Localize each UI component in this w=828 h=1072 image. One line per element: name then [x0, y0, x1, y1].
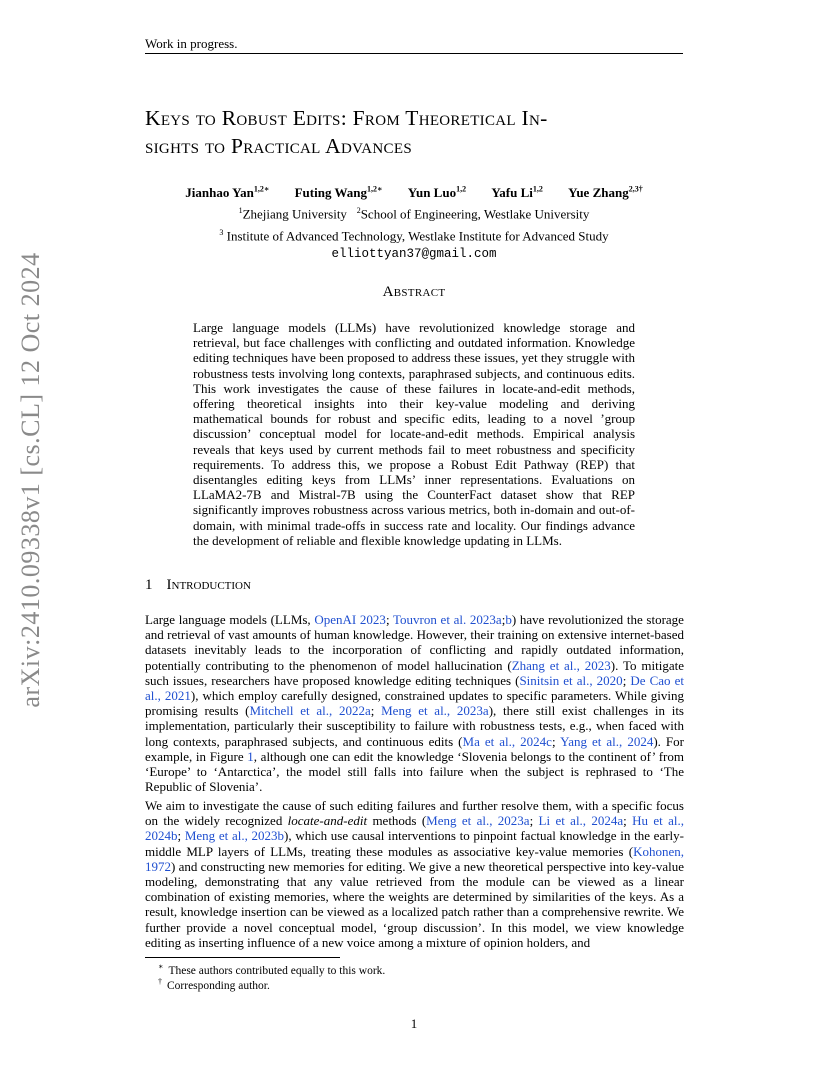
- citation-link[interactable]: Touvron et al. 2023a: [393, 612, 502, 627]
- intro-paragraph-2: We aim to investigate the cause of such editing failures and further resolve them, with a specific focus on the widely recognized locate-and-edit methods (Meng et al., 2023a; Li et al., 2024a; Hu et al., 2024b; Meng et al., 2023b), which use causal interventions to pinpoint factual knowledge in the early-middle MLP layers of LLMs, treating these modules as associative key-value memories (Kohonen, 1972) and constructing new memories for editing. We give a new theoretical perspective into key-value modeling, demonstrating that any value retrieved from the module can be viewed as a linear combination of existing memories, where the weights are determined by similarities of the keys. As a result, knowledge insertion can be viewed as a localized patch rather than a comprehensive rewrite. We further provide a novel conceptual model, ‘group discussion’. In this model, we view knowledge editing as inserting influence of a new voice among a mixture of opinion holders, and: [145, 798, 684, 950]
- footnote-rule: [145, 957, 340, 958]
- author-name: Yun Luo$^{1,2}$: [407, 185, 467, 201]
- arxiv-stamp: [6, 252, 56, 708]
- citation-link[interactable]: Mitchell et al., 2022a: [249, 703, 371, 719]
- citation-link[interactable]: Li et al., 2024a: [538, 813, 624, 829]
- abstract-heading: Abstract: [382, 284, 446, 300]
- citation-link[interactable]: Ma et al., 2024c: [462, 733, 552, 749]
- abstract-text: Large language models (LLMs) have revolutionized knowledge storage and retrieval, but face challenges with conflicting and outdated information. Knowledge editing techniques have been proposed to address these issues, yet they struggle with robustness tests involving long contexts, paraphrased subjects, and continuous edits. This work investigates the cause of these failures in locate-and-edit methods, offering theoretical insights into their key-value modeling and deriving mathematical bounds for robust and specific edits, leading to a novel ’group discussion’ conceptual model for locate-and-edit methods. Empirical analysis reveals that keys used by current methods fail to meet robustness and specificity requirements. To address this, we propose a Robust Edit Pathway (REP) that disentangles editing keys from LLMs’ inner representations. Evaluations on LLaMA2-7B and Mistral-7B using the CounterFact dataset show that REP significantly improves robustness across various metrics, both in-domain and out-of-domain, with minimal trade-offs in success rate and locality. Our findings advance the development of reliable and flexible knowledge updating in LLMs.: [193, 320, 635, 548]
- arxiv-stamp-text: arXiv:2410.09338v1 [cs.CL] 12 Oct 2024: [16, 252, 45, 708]
- section-title: Introduction: [166, 577, 251, 593]
- figure-link[interactable]: 1: [247, 748, 254, 764]
- author-name: Yafu Li$^{1,2}$: [491, 185, 543, 201]
- paper-title: [145, 104, 690, 160]
- citation-link[interactable]: Kohonen, 1972: [145, 843, 684, 874]
- citation-link[interactable]: Yang et al., 2024: [560, 733, 654, 749]
- citation-link[interactable]: Meng et al., 2023b: [184, 828, 285, 844]
- footnote: † Corresponding author.: [158, 977, 270, 992]
- title-line-1: Keys to Robust Edits: From Theoretical In-: [145, 106, 548, 130]
- author-name: Jianhao Yan$^{1,2∗}$: [185, 185, 270, 201]
- author-names: [0, 181, 828, 202]
- section-number: 1: [145, 577, 153, 593]
- footnote: ∗ These authors contributed equally to this work.: [158, 962, 386, 977]
- citation-link[interactable]: Sinitsin et al., 2020: [519, 672, 623, 688]
- intro-paragraph-1: Large language models (LLMs, OpenAI 2023; Touvron et al. 2023a;b) have revolutionized the storage and retrieval of vast amounts of human knowledge. However, their training on extensive internet-based datasets inevitably leads to the incorporation of conflicting and rapidly outdated information, potentially contributing to the phenomenon of model hallucination (Zhang et al., 2023). To mitigate such issues, researchers have proposed knowledge editing techniques (Sinitsin et al., 2020; De Cao et al., 2021), which employ carefully designed, constrained updates to specific parameters. While giving promising results (Mitchell et al., 2022a; Meng et al., 2023a), there still exist challenges in its implementation, particularly their susceptibility to failure with robustness tests, e.g., when faced with long contexts, paraphrased subjects, and continuous edits (Ma et al., 2024c; Yang et al., 2024). For example, in Figure 1, although one can edit the knowledge ‘Slovenia belongs to the continent of’ from ‘Europe’ to ‘Antarctica’, the model still falls into failure when the subject is rephrased to ‘The Republic of Slovenia’.: [145, 612, 685, 795]
- citation-link[interactable]: Meng et al., 2023a: [426, 813, 530, 829]
- affiliation-line-2: $^3$ Institute of Advanced Technology, Westlake Institute for Advanced Study: [219, 227, 609, 243]
- page-number: 1: [410, 1016, 418, 1031]
- author-name: Futing Wang$^{1,2∗}$: [294, 185, 383, 201]
- author-email: elliottyan37@gmail.com: [331, 246, 497, 261]
- title-line-2: sights to Practical Advances: [145, 134, 412, 158]
- citation-link[interactable]: b: [505, 612, 512, 627]
- affiliation-line-1: $^1$Zhejiang University $^2$School of Engineering, Westlake University: [238, 206, 590, 222]
- citation-link[interactable]: OpenAI 2023: [314, 612, 386, 627]
- citation-link[interactable]: De Cao et al., 2021: [145, 672, 685, 704]
- author-name: Yue Zhang$^{2,3\dagger}$: [568, 185, 643, 201]
- header-rule: [145, 53, 683, 54]
- citation-link[interactable]: Meng et al., 2023a: [381, 703, 489, 719]
- section-heading: [145, 577, 251, 594]
- author-block: [0, 181, 828, 263]
- citation-link[interactable]: Zhang et al., 2023: [511, 657, 611, 673]
- running-header: Work in progress.: [145, 36, 238, 51]
- citation-link[interactable]: Hu et al., 2024b: [145, 813, 684, 844]
